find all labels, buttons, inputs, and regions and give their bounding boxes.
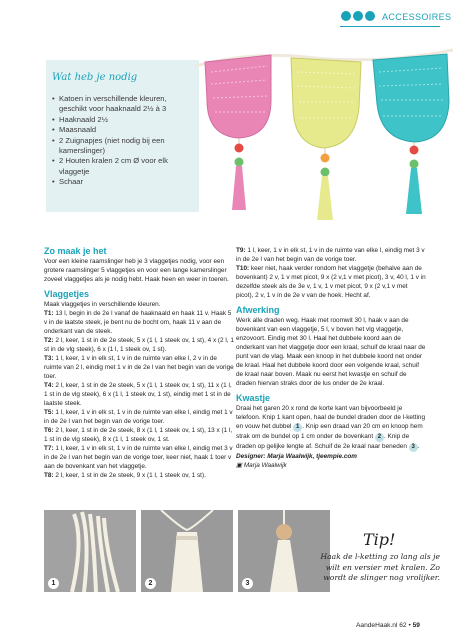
step-photo-3 xyxy=(238,510,330,592)
materials-item: • 2 Houten kralen 2 cm Ø voor elk vlaggetje xyxy=(52,156,194,177)
materials-item: • Haaknaald 2½ xyxy=(52,115,194,125)
materials-title: Wat heb je nodig xyxy=(52,72,138,83)
finish-text: Werk alle draden weg. Haak met roomwit 30 l, haak v aan de bovenkant van een vlaggetje, 5 l, v boven het vlg vlaggetje, enzovoort. Eindig met 30 l. Haal het dubbele koord aan de onderkant van het vlaggetje door een kraal, schuif de kraal naar de punt van de vlag. Maak een knoop in het dubbele koord net onder de kraal. Haal het dubbele koord door een volgende kraal, schuif de kraal naar boven. Maak nu eerst het kwastje en schuif de draden hiervan straks door de lus onder de 2e kraal. xyxy=(236,317,426,387)
round-row: T10: keer niet, haak verder rondom het vlaggetje (behalve aan de bovenkant) 2 v, 1 v met picot, 9 x (2 v,1 v met picot), 3 v, 40 l, 1 v in dezelfde steek als de 3e v, 1 v, 1 v met picot, 9 x (2 v,1 v met picot), 2 v, 1 v in de 2e v van de hoek. Hecht af. xyxy=(236,265,426,299)
round-row: T4: 2 l, keer, 1 st in de 2e steek, 5 x (1 l, 1 steek ov, 1 st), 11 x (1 l, 1 st in de vlg steek), 6 x (1 l, 1 steek ov, 1 st), eindig met 1 st in de laatste steek. xyxy=(44,382,232,407)
instructions-heading: Zo maak je het xyxy=(44,246,107,256)
step-photo-2 xyxy=(141,510,233,592)
pink-flag xyxy=(205,55,271,210)
materials-item: • Katoen in verschillende kleuren, geschikt voor haaknaald 2½ à 3 xyxy=(52,94,194,115)
tassel-heading: Kwastje xyxy=(236,393,271,403)
photo-number: 1 xyxy=(48,578,59,589)
tip-text: Haak de l-ketting zo lang als je wilt en versier met kralen. Zo wordt de slinger nog vrolijker. xyxy=(320,552,440,582)
flags-heading: Vlaggetjes xyxy=(44,289,90,299)
step-photo-1 xyxy=(44,510,136,592)
header-rule xyxy=(340,26,440,27)
step-2-badge: 2 xyxy=(375,433,384,442)
photo-number: 3 xyxy=(242,578,253,589)
intro-text: Voor een kleine raamslinger heb je 3 vlaggetjes nodig, voor een grotere raamslinger 5 vlaggetjes en voor een lange kamerslinger zoveel vlaggetjes als je nodig hebt. Haak heen en weer in toeren. xyxy=(44,258,229,283)
tip-title: Tip! xyxy=(363,530,396,549)
page-footer xyxy=(356,622,420,629)
materials-item: • 2 Zuignapjes (niet nodig bij een kamerslinger) xyxy=(52,136,194,157)
teal-flag xyxy=(373,54,449,214)
materials-list xyxy=(52,94,194,188)
flags-intro: Maak vlaggetjes in verschillende kleuren. xyxy=(44,301,161,308)
photo-number: 2 xyxy=(145,578,156,589)
footer-site: AandeHaak.nl 62 xyxy=(356,622,407,629)
materials-item: • Schaar xyxy=(52,177,194,187)
round-row: T7: 1 l, keer, 1 v in elk st, 1 v in de ruimte van elke l, eindig met 3 v in de 2e l van het begin van de vorige toer, keer niet, haak 1 toer v aan de bovenkant van het vlaggetje. xyxy=(44,445,233,470)
designer-credit: Designer: Marja Waalwijk, tjeempie.com xyxy=(236,453,357,460)
round-row: T5: 1 l, keer, 1 v in elk st, 1 v in de ruimte van elke l, eindig met 1 v in de 2e l van het begin van de vorige toer. xyxy=(44,409,233,425)
round-row: T1: 13 l, begin in de 2e l vanaf de haaknaald en haak 11 v. Haak 5 v in de laatste steek, je bent nu de bocht om, haak 11 v aan de onderkant van de steek. xyxy=(44,310,232,335)
round-row: T2: 2 l, keer, 1 st in de 2e steek, 5 x (1 l, 1 steek ov, 1 st), 4 x (2 l, 1 st in de vlg steek), 6 x (1 l, 1 steek ov, 1 st). xyxy=(44,337,234,353)
round-row: T8: 2 l, keer, 1 st in de 2e steek, 9 x (1 l, 1 steek ov, 1 st). xyxy=(44,472,206,479)
left-column xyxy=(44,246,234,480)
section-title: ACCESSOIRES xyxy=(382,12,452,22)
section-dots-icon xyxy=(340,10,378,22)
step-1-badge: 1 xyxy=(293,423,302,432)
materials-item: • Maasnaald xyxy=(52,125,194,135)
camera-icon: ▣ xyxy=(236,462,244,469)
footer-separator: • xyxy=(408,622,413,629)
round-row: T9: 1 l, keer, 1 v in elk st, 1 v in de ruimte van elke l, eindig met 3 v in de 2e l van het begin van de vorige toer. xyxy=(236,247,425,263)
finish-heading: Afwerking xyxy=(236,305,280,315)
round-row: T3: 1 l, keer, 1 v in elk st, 1 v in de ruimte van elke l, 2 v in de ruimte van 2 l, eindig met 1 v in de 2e l van het begin van de vorige toer. xyxy=(44,355,234,380)
photo-credit: ▣ Marja Waalwijk xyxy=(236,462,287,469)
yellow-flag xyxy=(291,58,361,220)
tassel-text: Draai het garen 20 x rond de korte kant van bijvoorbeeld je telefoon. Knip 1 kant open, haal de bundel draden door de l-ketting en vouw het dubbel 1 . Knip een draad van 20 cm en knoop hem strak om de bundel op 1 cm onder de bovenkant 2 . Knip de draden op gelijke lengte af. Schuif de 2e kraal naar beneden 3 . xyxy=(236,405,426,450)
page-number: 59 xyxy=(412,622,420,629)
round-row: T6: 2 l, keer, 1 st in de 2e steek, 8 x (1 l, 1 steek ov, 1 st), 13 x (1 l, 1 st in de vlg steek), 8 x (1 l, 1 steek ov, 1 st. xyxy=(44,427,233,443)
bunting-photo xyxy=(195,40,453,240)
right-column xyxy=(236,246,426,470)
step-3-badge: 3 xyxy=(409,443,418,452)
